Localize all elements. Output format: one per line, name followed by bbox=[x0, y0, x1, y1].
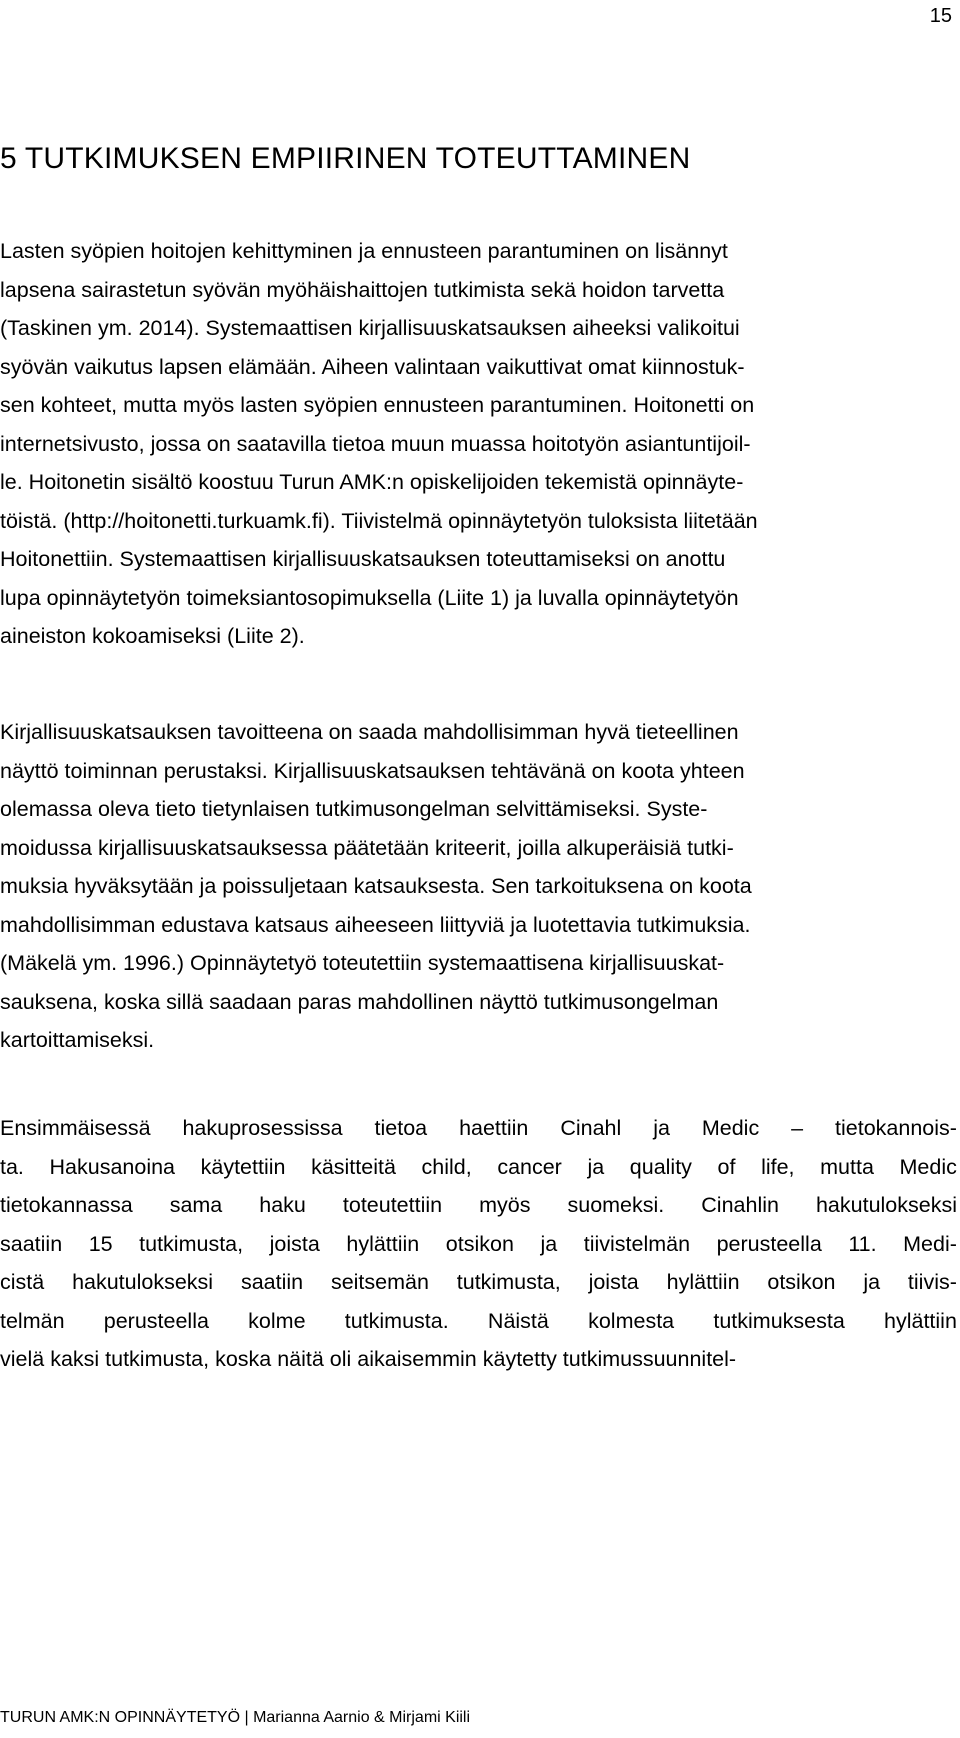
text-line: muksia hyväksytään ja poissuljetaan katsauksesta. Sen tarkoituksena on koota bbox=[0, 874, 752, 898]
text-line: aineiston kokoamiseksi (Liite 2). bbox=[0, 624, 305, 648]
text-line: Lasten syöpien hoitojen kehittyminen ja ennusteen parantuminen on lisännyt bbox=[0, 239, 728, 263]
text-line: mahdollisimman edustava katsaus aiheeseen liittyviä ja luotettavia tutkimuksia. bbox=[0, 912, 751, 937]
text-line: cistä hakutulokseksi saatiin seitsemän tutkimusta, joista hylättiin otsikon ja tiivis- bbox=[0, 1270, 957, 1294]
text-line: internetsivusto, jossa on saatavilla tietoa muun muassa hoitotyön asiantuntijoil- bbox=[0, 431, 751, 456]
text-line: näyttö toiminnan perustaksi. Kirjallisuuskatsauksen tehtävänä on koota yhteen bbox=[0, 758, 745, 783]
text-line: kartoittamiseksi. bbox=[0, 1028, 155, 1052]
page-footer: TURUN AMK:N OPINNÄYTETYÖ | Marianna Aarnio & Mirjami Kiili bbox=[0, 1709, 471, 1726]
text-line: saatiin 15 tutkimusta, joista hylättiin otsikon ja tiivistelmän perusteella 11. Medi- bbox=[0, 1231, 957, 1256]
text-line: sen kohteet, mutta myös lasten syöpien ennusteen parantuminen. Hoitonetti on bbox=[0, 393, 755, 417]
text-line: tietokannassa sama haku toteutettiin myös suomeksi. Cinahlin hakutulokseksi bbox=[0, 1193, 957, 1217]
page-number: 15 bbox=[929, 5, 952, 27]
text-line: olemassa oleva tieto tietynlaisen tutkimusongelman selvittämiseksi. Syste- bbox=[0, 797, 708, 821]
text-line: syövän vaikutus lapsen elämään. Aiheen valintaan vaikuttivat omat kiinnostuk- bbox=[0, 354, 745, 379]
text-line: telmän perusteella kolme tutkimusta. Näistä kolmesta tutkimuksesta hylättiin bbox=[0, 1308, 957, 1333]
text-line: moidussa kirjallisuuskatsauksessa päätetään kriteerit, joilla alkuperäisiä tutki- bbox=[0, 835, 734, 860]
chapter-heading: 5 TUTKIMUKSEN EMPIIRINEN TOTEUTTAMINEN bbox=[0, 142, 691, 175]
text-line: lupa opinnäytetyön toimeksiantosopimuksella (Liite 1) ja luvalla opinnäytetyön bbox=[0, 585, 739, 610]
text-line: Kirjallisuuskatsauksen tavoitteena on saada mahdollisimman hyvä tieteellinen bbox=[0, 720, 739, 744]
text-line: Hoitonettiin. Systemaattisen kirjallisuuskatsauksen toteuttamiseksi on anottu bbox=[0, 547, 726, 571]
text-line: Ensimmäisessä hakuprosessissa tietoa haettiin Cinahl ja Medic – tietokannois- bbox=[0, 1116, 957, 1140]
text-line: sauksena, koska sillä saadaan paras mahdollinen näyttö tutkimusongelman bbox=[0, 989, 719, 1014]
text-line: vielä kaksi tutkimusta, koska näitä oli aikaisemmin käytetty tutkimussuunnitel- bbox=[0, 1347, 737, 1371]
text-line: töistä. (http://hoitonetti.turkuamk.fi). Tiivistelmä opinnäytetyön tuloksista liitetään bbox=[0, 508, 758, 533]
text-line: (Taskinen ym. 2014). Systemaattisen kirjallisuuskatsauksen aiheeksi valikoitui bbox=[0, 316, 740, 340]
text-line: ta. Hakusanoina käytettiin käsitteitä child, cancer ja quality of life, mutta Medic bbox=[0, 1154, 957, 1179]
text-line: le. Hoitonetin sisältö koostuu Turun AMK:n opiskelijoiden tekemistä opinnäyte- bbox=[0, 470, 744, 494]
text-line: (Mäkelä ym. 1996.) Opinnäytetyö toteutettiin systemaattisena kirjallisuuskat- bbox=[0, 951, 725, 975]
text-line: lapsena sairastetun syövän myöhäishaittojen tutkimista sekä hoidon tarvetta bbox=[0, 277, 725, 302]
